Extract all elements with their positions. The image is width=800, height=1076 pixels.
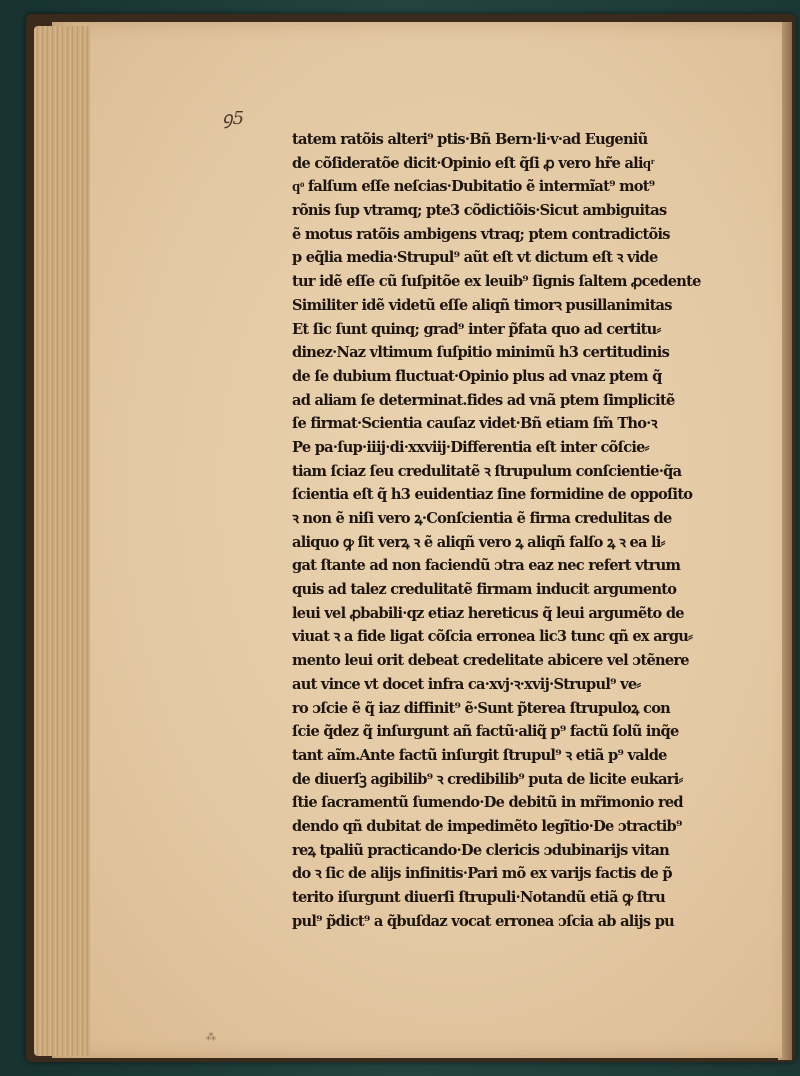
- bottom-mark: ⁂: [206, 1032, 216, 1043]
- text-line: ſcientia eſt q̃ h3 euidentiaz ſine formidine de oppoſito: [292, 486, 693, 504]
- text-line: p eq̃lia media·Strupul⁹ aũt eſt vt dictum eſt ꝛ vide: [292, 249, 658, 267]
- text-line: de cõſideratõe dicit·Opinio eſt q̃ſi ꝓ vero hr̃e aliqͬ: [292, 154, 654, 172]
- text-line: ſtie ſacramentũ ſumendo·De debitũ in mr̃imonio red: [292, 794, 683, 812]
- text-line: dendo qñ dubitat de impedimẽto legĩtio·De ɔtractib⁹: [292, 817, 682, 835]
- text-line: Pe pa·ſup·iiij·di·xxviij·Differentia eſt inter cõſcie⸗: [292, 438, 649, 456]
- text-line: viuat ꝛ a fide ligat cõſcia erronea lic3 tunc qñ ex argu⸗: [292, 628, 693, 646]
- text-line: aut vince vt docet infra ca·xvj·ꝛ·xvij·Strupul⁹ ve⸗: [292, 675, 641, 693]
- text-line: Similiter idẽ videtũ eſſe aliqñ timorꝛ pusillanimitas: [292, 296, 672, 314]
- text-line: reꝝ tpaliũ practicando·De clericis ɔdubinarijs vitan: [292, 841, 670, 859]
- text-line: tant aĩm.Ante factũ inſurgit ſtrupul⁹ ꝛ etiã p⁹ valde: [292, 746, 667, 764]
- text-line: aliquo ꝙ ſit verꝝ ꝛ ẽ aliqñ vero ꝝ aliqñ falſo ꝝ ꝛ ea li⸗: [292, 533, 665, 551]
- text-line: tur idẽ eſſe cũ ſuſpitõe ex leuib⁹ ſignis ſaltem ꝓcedente: [292, 273, 701, 291]
- page-edges: [34, 26, 90, 1056]
- text-line: pul⁹ p̃dict⁹ a q̃buſdaz vocat erronea ɔſcia ab alijs pu: [292, 912, 675, 930]
- text-block: [292, 128, 740, 933]
- text-line: do ꝛ ſic de alijs infinitis·Pari mõ ex varijs factis de p̃: [292, 865, 672, 883]
- text-line: Et ſic ſunt quinq; grad⁹ inter p̃fata quo ad certitu⸗: [292, 320, 661, 338]
- text-line: dinez·Naz vltimum ſuſpitio minimũ h3 certitudinis: [292, 344, 670, 362]
- text-line: rõnis ſup vtramq; pte3 cõdictiõis·Sicut ambiguitas: [292, 202, 667, 220]
- folio-mark: ꝯ5: [222, 108, 245, 129]
- text-line: tiam ſciaz ſeu credulitatẽ ꝛ ſtrupulum conſcientie·q̃a: [292, 462, 682, 480]
- text-line: gat ſtante ad non faciendũ ɔtra eaz nec refert vtrum: [292, 557, 681, 575]
- text-line: tatem ratõis alteri⁹ ptis·Bñ Bern·li·v·ad Eugeniũ: [292, 131, 648, 148]
- text-line: ro ɔſcie ẽ q̃ iaz diffinit⁹ ẽ·Sunt p̃terea ſtrupuloꝝ con: [292, 699, 671, 717]
- text-line: ꝛ non ẽ niſi vero ꝝ·Conſcientia ẽ firma credulitas de: [292, 510, 672, 527]
- text-line: ſe firmat·Scientia cauſaz videt·Bñ etiam ſm̃ Tho·ꝛ: [292, 415, 657, 433]
- text-line: ſcie q̃dez q̃ inſurgunt añ factũ·aliq̃ p⁹ factũ ſolũ inq̃e: [292, 723, 679, 741]
- text-line: terito iſurgunt diuerſi ſtrupuli·Notandũ etiã ꝙ ſtru: [292, 889, 665, 906]
- text-line: de diuerſꝫ agibilib⁹ ꝛ credibilib⁹ puta de licite eukari⸗: [292, 770, 683, 788]
- text-line: quis ad talez credulitatẽ firmam inducit argumento: [292, 581, 677, 599]
- text-line: mento leui orit debeat credelitate abicere vel ɔtẽnere: [292, 652, 689, 670]
- text-line: ẽ motus ratõis ambigens vtraq; ptem contradictõis: [292, 225, 670, 243]
- text-line: leui vel ꝓbabili·qz etiaz hereticus q̃ leui argumẽto de: [292, 604, 684, 622]
- text-line: de ſe dubium fluctuat·Opinio plus ad vnaz ptem q̃: [292, 367, 662, 385]
- text-line: ad aliam ſe determinat.fides ad vnã ptem ſimplicitẽ: [292, 391, 675, 409]
- text-line: qͦ falſum eſſe neſcias·Dubitatio ẽ intermĩat⁹ mot⁹: [292, 178, 655, 196]
